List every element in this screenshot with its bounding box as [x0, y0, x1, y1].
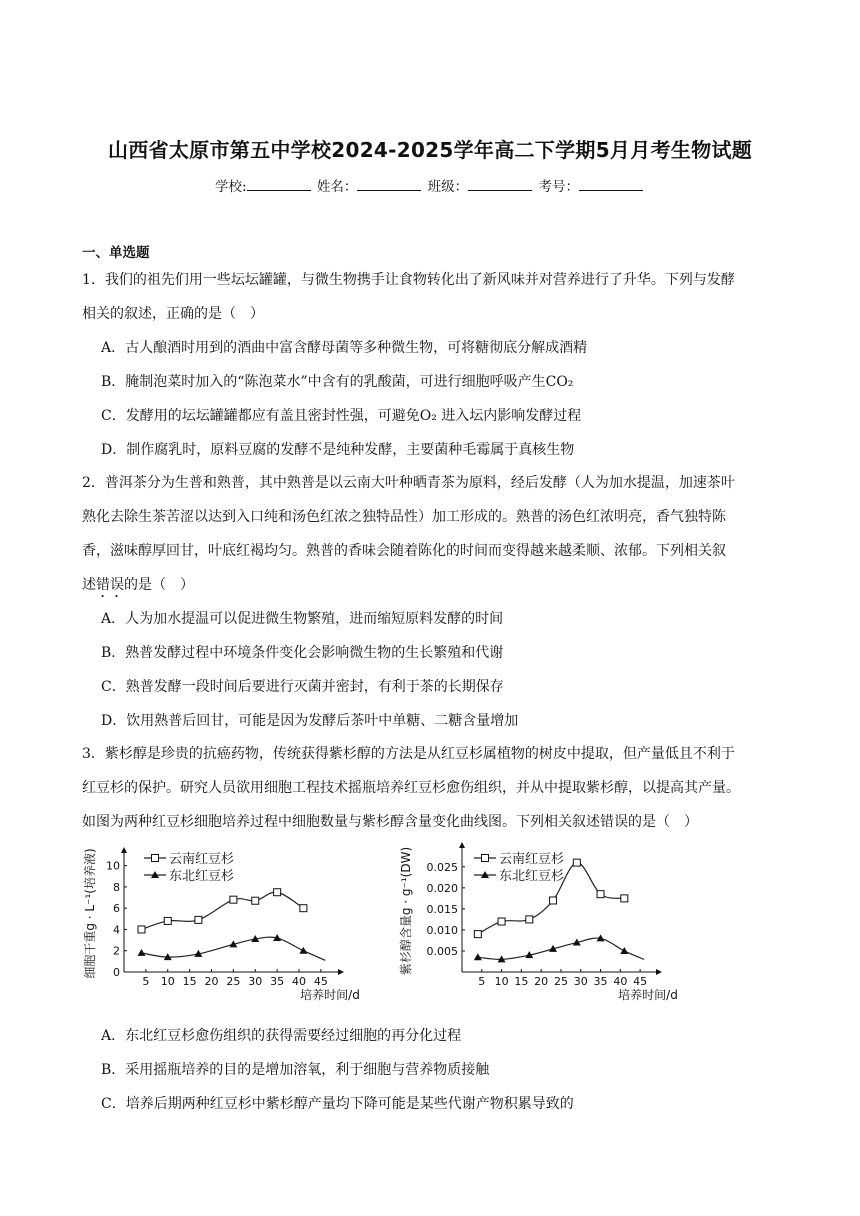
y-tick-label: 0.010: [426, 923, 458, 937]
q1-stem-line: 1．我们的祖先们用一些坛坛罐罐，与微生物携手让食物转化出了新风味并对营养进行了升华。下列与发酵: [82, 272, 735, 288]
legend-label: 云南红豆杉: [169, 852, 235, 867]
x-tick-label: 5: [478, 975, 486, 988]
x-tick-label: 10: [494, 975, 509, 988]
series-line: [478, 938, 644, 959]
q2-option-d: D．饮用熟普后回甘，可能是因为发酵后茶叶中单糖、二糖含量增加: [101, 713, 519, 729]
x-tick-label: 35: [593, 975, 608, 988]
y-tick-label: 0.015: [426, 902, 458, 916]
q3-option-c: C．培养后期两种红豆杉中紫杉醇产量均下降可能是某些代谢产物积累导致的: [101, 1096, 574, 1112]
x-tick-label: 45: [313, 975, 328, 988]
y-tick-label: 0.025: [426, 860, 458, 874]
q1-option-d: D．制作腐乳时，原料豆腐的发酵不是纯种发酵，主要菌种毛霉属于真核生物: [101, 442, 575, 458]
q3-option-a: A．东北红豆杉愈伤组织的获得需要经过细胞的再分化过程: [101, 1028, 462, 1044]
data-point: [230, 896, 237, 903]
exam-no-label: 考号：: [538, 179, 579, 195]
data-point: [550, 897, 557, 904]
section-heading: 一、单选题: [82, 245, 150, 261]
y-axis-label: 细胞干重g · L⁻¹(培养液): [83, 848, 97, 979]
legend-label: 云南红豆杉: [499, 852, 565, 867]
x-tick-label: 5: [142, 975, 150, 988]
school-blank[interactable]: [247, 178, 311, 191]
q2-stem: [82, 466, 786, 602]
x-tick-label: 15: [514, 975, 529, 988]
q2-option-c: C．熟普发酵一段时间后要进行灭菌并密封，有利于茶的长期保存: [101, 679, 504, 695]
q2-option-b: B．熟普发酵过程中环境条件变化会影响微生物的生长繁殖和代谢: [101, 645, 504, 661]
data-point: [620, 947, 628, 954]
x-axis-arrow: [656, 969, 662, 975]
x-tick-label: 30: [573, 975, 588, 988]
q2-stem-line: 熟化去除生茶苦涩以达到入口纯和汤色红浓之独特品性）加工形成的。熟普的汤色红浓明亮，香气独特陈: [82, 509, 726, 525]
data-point: [252, 897, 259, 904]
y-tick-label: 10: [106, 859, 120, 873]
q1-option-a: A．古人酿酒时用到的酒曲中富含酵母菌等多种微生物，可将糖彻底分解成酒精: [101, 340, 588, 356]
x-axis-arrow: [338, 969, 344, 975]
legend-marker: [482, 855, 489, 862]
x-axis-label: 培养时间/d: [300, 988, 360, 1002]
data-point: [573, 859, 580, 866]
name-label: 姓名：: [316, 179, 358, 195]
exam-no-blank[interactable]: [579, 178, 643, 191]
data-point: [300, 905, 307, 912]
legend-label: 东北红豆杉: [169, 869, 235, 884]
data-point: [498, 918, 505, 925]
x-axis-label: 培养时间/d: [618, 988, 678, 1002]
x-tick-label: 25: [553, 975, 568, 988]
page-title: 山西省太原市第五中学校2024-2025学年高二下学期5月月考生物试题: [107, 138, 753, 162]
data-point: [138, 926, 145, 933]
data-point: [474, 931, 481, 938]
q1-option-b: B．腌制泡菜时加入的“陈泡菜水”中含有的乳酸菌，可进行细胞呼吸产生CO₂: [101, 374, 574, 390]
data-point: [621, 895, 628, 902]
x-tick-label: 20: [204, 975, 219, 988]
y-axis-arrow: [459, 842, 465, 848]
x-tick-label: 15: [182, 975, 197, 988]
data-point: [474, 953, 482, 960]
q1-stem-line: 相关的叙述，正确的是（ ）: [82, 306, 264, 322]
data-point: [164, 917, 171, 924]
data-point: [274, 889, 281, 896]
cell-dry-weight-chart: [82, 840, 372, 1020]
school-label: 学校:: [215, 179, 247, 195]
y-tick-label: 8: [113, 880, 120, 894]
x-tick-label: 25: [226, 975, 241, 988]
q3-stem: [82, 737, 786, 839]
x-tick-label: 10: [160, 975, 175, 988]
q3-option-b: B．采用摇瓶培养的目的是增加溶氧，利于细胞与营养物质接触: [101, 1062, 490, 1078]
y-axis-label: 紫杉醇含量g · g⁻¹(DW): [399, 846, 413, 976]
data-point: [195, 916, 202, 923]
class-label: 班级：: [427, 179, 469, 195]
x-tick-label: 40: [292, 975, 306, 988]
data-point: [299, 947, 307, 954]
y-tick-label: 4: [113, 923, 120, 937]
x-tick-label: 45: [633, 975, 648, 988]
x-tick-label: 40: [613, 975, 628, 988]
y-tick-label: 0.005: [426, 944, 458, 958]
q1-stem: [82, 263, 786, 331]
q3-stem-line: 如图为两种红豆杉细胞培养过程中细胞数量与紫杉醇含量变化曲线图。下列相关叙述错误的是（ ）: [82, 814, 698, 830]
q1-option-c: C．发酵用的坛坛罐罐都应有盖且密封性强，可避免O₂ 进入坛内影响发酵过程: [101, 408, 582, 424]
q3-stem-line: 3．紫杉醇是珍贵的抗癌药物，传统获得紫杉醇的方法是从红豆杉属植物的树皮中提取，但产量低且不利于: [82, 746, 735, 762]
data-point: [138, 949, 146, 956]
data-point: [597, 891, 604, 898]
legend-marker: [152, 855, 159, 862]
y-tick-label: 0.020: [426, 881, 458, 895]
y-tick-label: 2: [113, 944, 120, 958]
x-tick-label: 20: [534, 975, 549, 988]
x-tick-label: 35: [270, 975, 285, 988]
q2-option-a: A．人为加水提温可以促进微生物繁殖，进而缩短原料发酵的时间: [101, 611, 504, 627]
q2-stem-line: 香，滋味醇厚回甘，叶底红褐均匀。熟普的香味会随着陈化的时间而变得越来越柔顺、浓郁。下列相关叙: [82, 543, 726, 559]
q3-stem-line: 红豆杉的保护。研究人员欲用细胞工程技术摇瓶培养红豆杉愈伤组织，并从中提取紫杉醇，以提高其产量。: [82, 780, 740, 796]
student-info-line: [0, 175, 860, 195]
y-axis-arrow: [121, 847, 127, 853]
q2-stem-text: 的是（ ）: [124, 577, 194, 593]
x-tick-label: 30: [248, 975, 263, 988]
taxol-content-chart: [398, 840, 688, 1020]
q2-stem-line: [82, 568, 786, 602]
data-point: [526, 916, 533, 923]
legend-label: 东北红豆杉: [499, 869, 565, 884]
name-blank[interactable]: [357, 178, 421, 191]
y-tick-label: 0: [113, 966, 120, 979]
class-blank[interactable]: [468, 178, 532, 191]
q2-stem-text: 述: [82, 577, 96, 593]
y-tick-label: 6: [113, 902, 120, 916]
q2-stem-emphasis: 错误: [96, 577, 124, 593]
q2-stem-line: 2．普洱茶分为生普和熟普，其中熟普是以云南大叶种晒青茶为原料，经后发酵（人为加水提温，加速茶叶: [82, 475, 735, 491]
